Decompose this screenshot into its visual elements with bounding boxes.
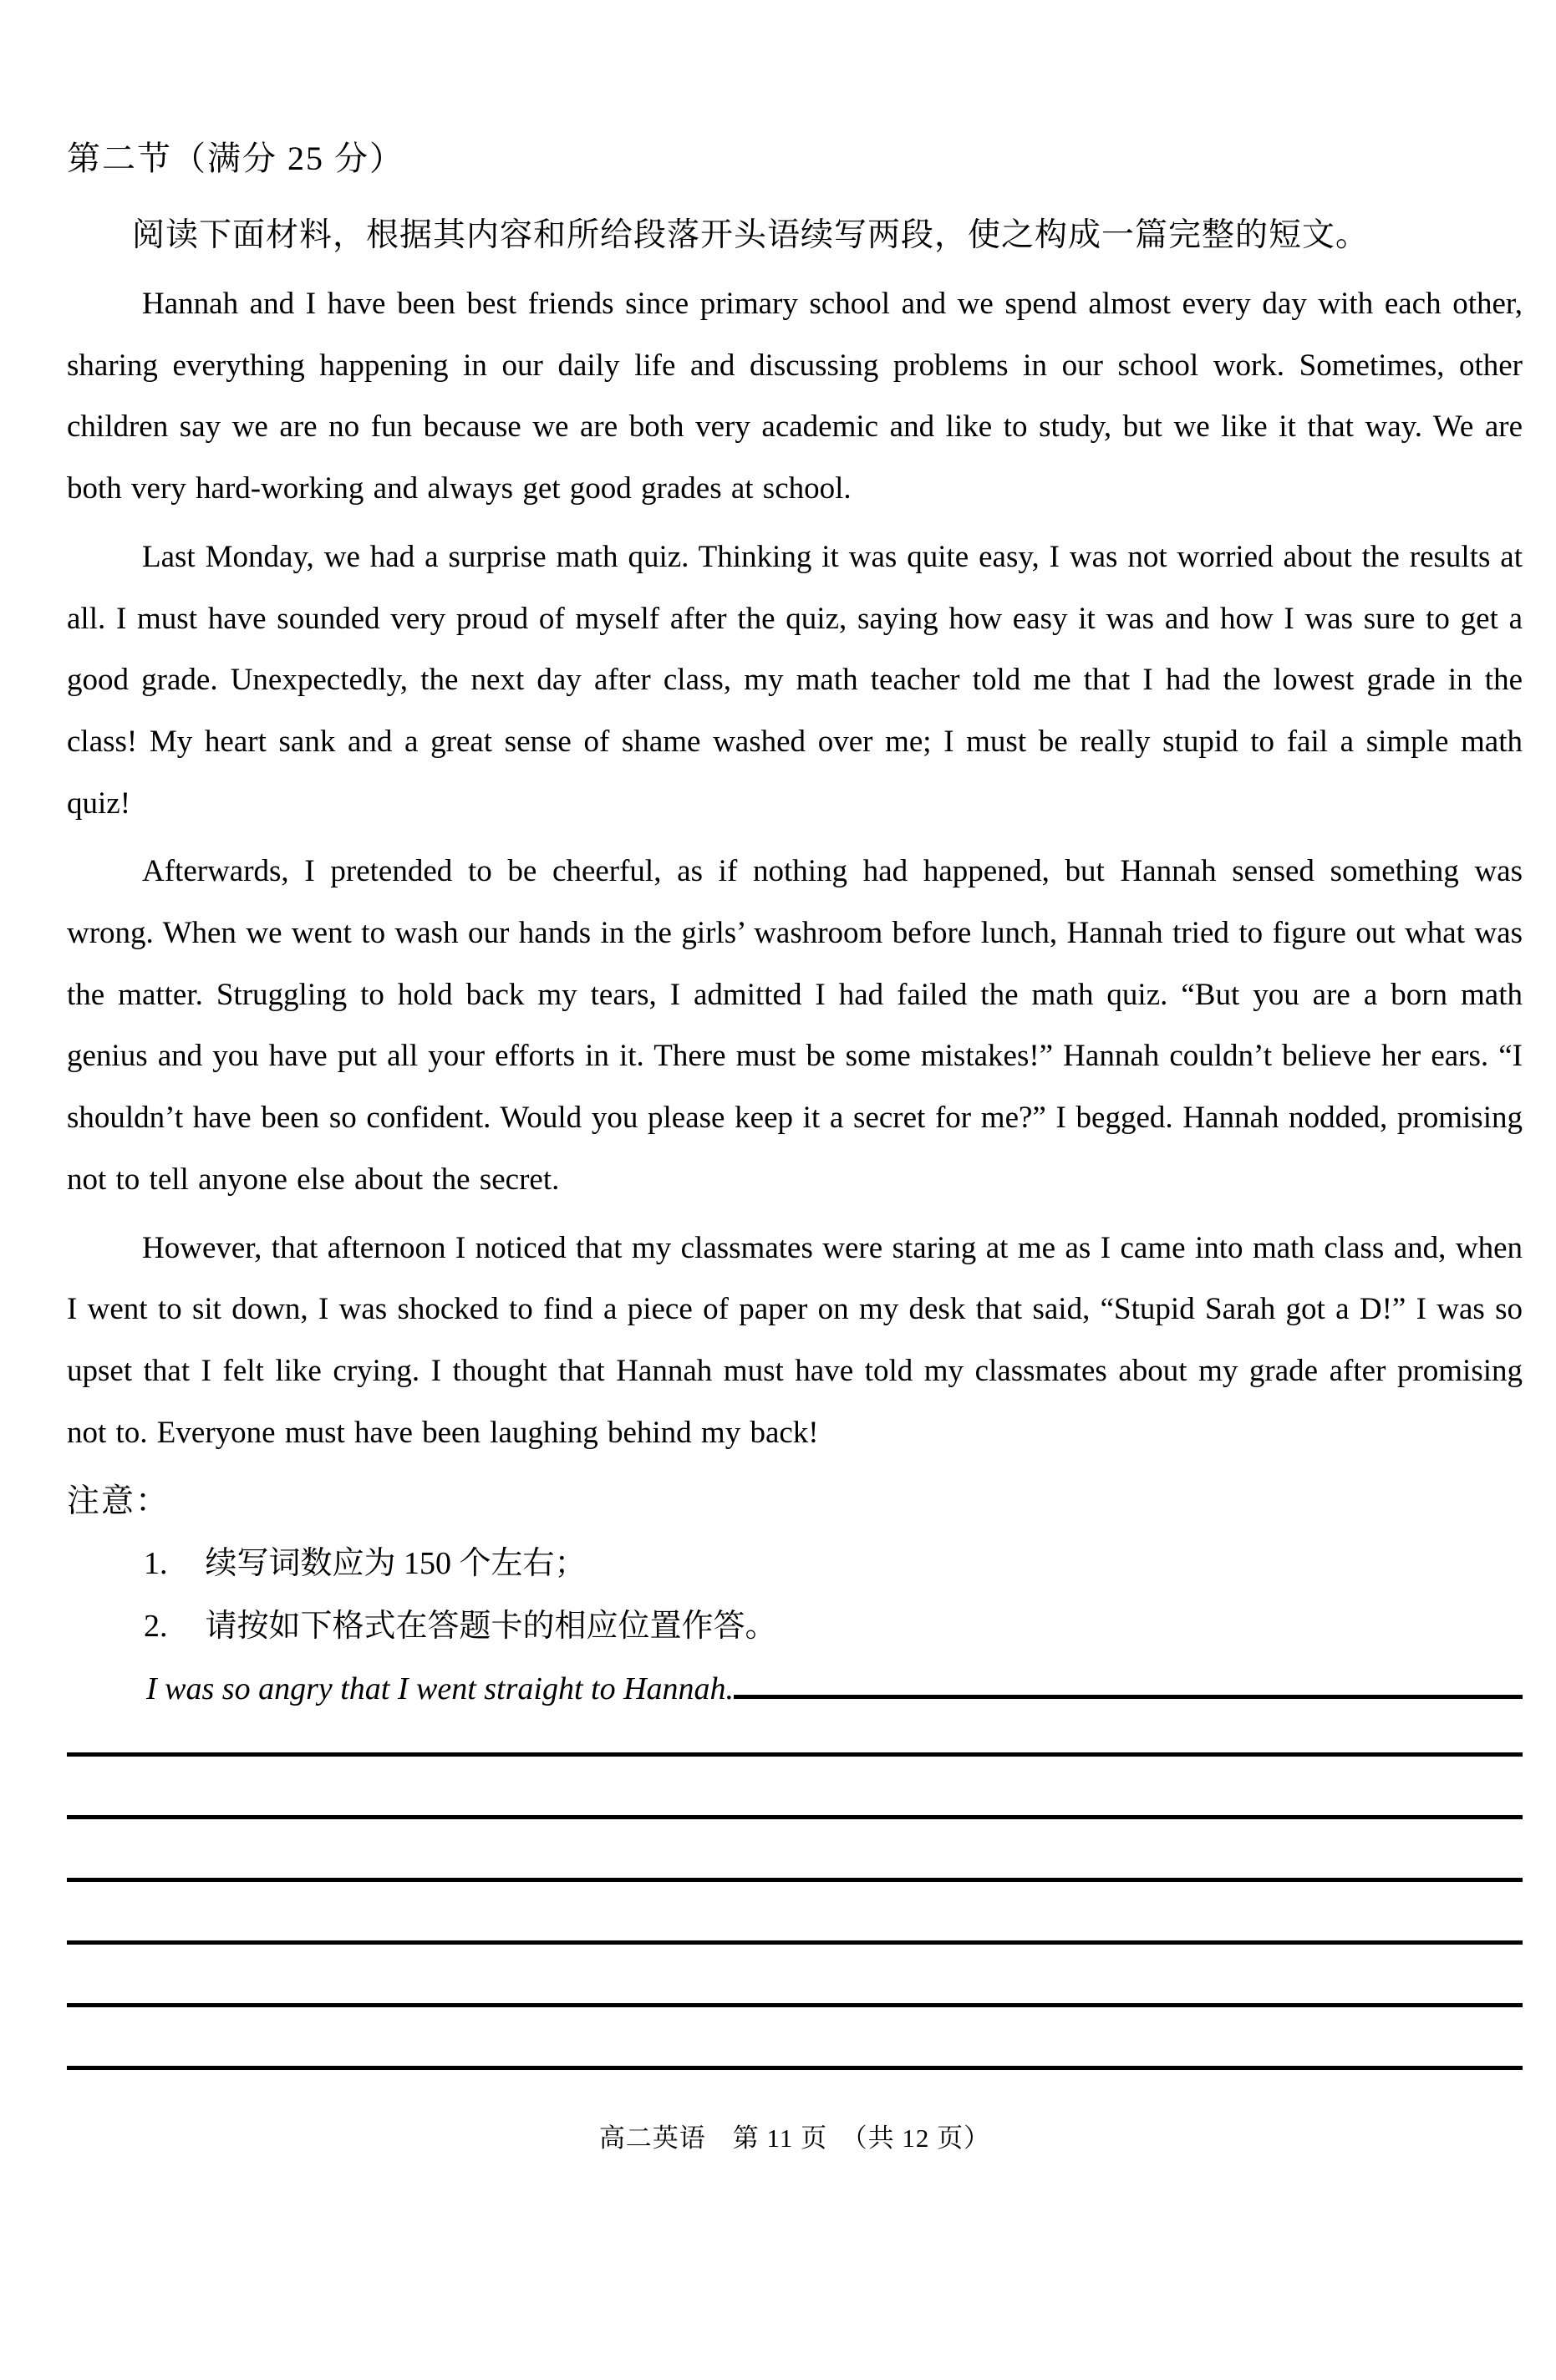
- note-item-1-text: 续写词数应为 150 个左右；: [205, 1546, 587, 1582]
- section-title: 第二节（满分 25 分）: [67, 140, 404, 177]
- task-instruction: 阅读下面材料，根据其内容和所给段落开头语续写两段，使之构成一篇完整的短文。: [132, 217, 1370, 253]
- opening-sentence: I was so angry that I went straight to Hannah.: [146, 1671, 735, 1707]
- note-item-2-text: 请按如下格式在答题卡的相应位置作答。: [205, 1609, 777, 1645]
- answer-line: [67, 1815, 1523, 1819]
- notes-label: 注意：: [67, 1483, 170, 1520]
- answer-lines: [67, 1752, 1523, 2070]
- opening-line: [67, 1658, 1523, 1721]
- passage-paragraph-4: However, that afternoon I noticed that my classmates were staring at me as I came into math class and, when I went to sit down, I was shocked to find a piece of paper on my desk that said, “Stupid Sarah got a D!” I was so upset that I felt like crying. I thought that Hannah must have told my classmates about my grade after promising not to. Everyone must have been laughing behind my back!: [67, 1230, 1523, 1450]
- passage: [67, 273, 1523, 1463]
- note-item-1: [67, 1533, 1523, 1595]
- note-item-2: [67, 1595, 1523, 1658]
- note-item-1-number: 1.: [144, 1546, 168, 1582]
- answer-line: [67, 1940, 1523, 1945]
- answer-line: [67, 1752, 1523, 1757]
- passage-paragraph-1: Hannah and I have been best friends since primary school and we spend almost every day with each other, sharing everything happening in our daily life and discussing problems in our school work. Sometimes, other children say we are no fun because we are both very academic and like to study, but we like it that way. We are both very hard-working and always get good grades at school.: [67, 287, 1523, 506]
- answer-line: [67, 2066, 1523, 2070]
- answer-line: [67, 1878, 1523, 1882]
- note-item-2-number: 2.: [144, 1609, 168, 1645]
- answer-line: [67, 2003, 1523, 2007]
- passage-paragraph-2: Last Monday, we had a surprise math quiz. Thinking it was quite easy, I was not worried about the results at all. I must have sounded very proud of myself after the quiz, saying how easy it was and how I was sure to get a good grade. Unexpectedly, the next day after class, my math teacher told me that I had the lowest grade in the class! My heart sank and a great sense of shame washed over me; I must be really stupid to fail a simple math quiz!: [67, 539, 1523, 821]
- passage-paragraph-3: Afterwards, I pretended to be cheerful, as if nothing had happened, but Hannah sensed something was wrong. When we went to wash our hands in the girls’ washroom before lunch, Hannah tried to figure out what was the matter. Struggling to hold back my tears, I admitted I had failed the math quiz. “But you are a born math genius and you have put all your efforts in it. There must be some mistakes!” Hannah couldn’t believe her ears. “I shouldn’t have been so confident. Would you please keep it a secret for me?” I begged. Hannah nodded, promising not to tell anyone else about the secret.: [67, 854, 1523, 1197]
- answer-underline: [734, 1695, 1523, 1699]
- page-footer: 高二英语 第 11 页 （共 12 页）: [598, 2123, 991, 2154]
